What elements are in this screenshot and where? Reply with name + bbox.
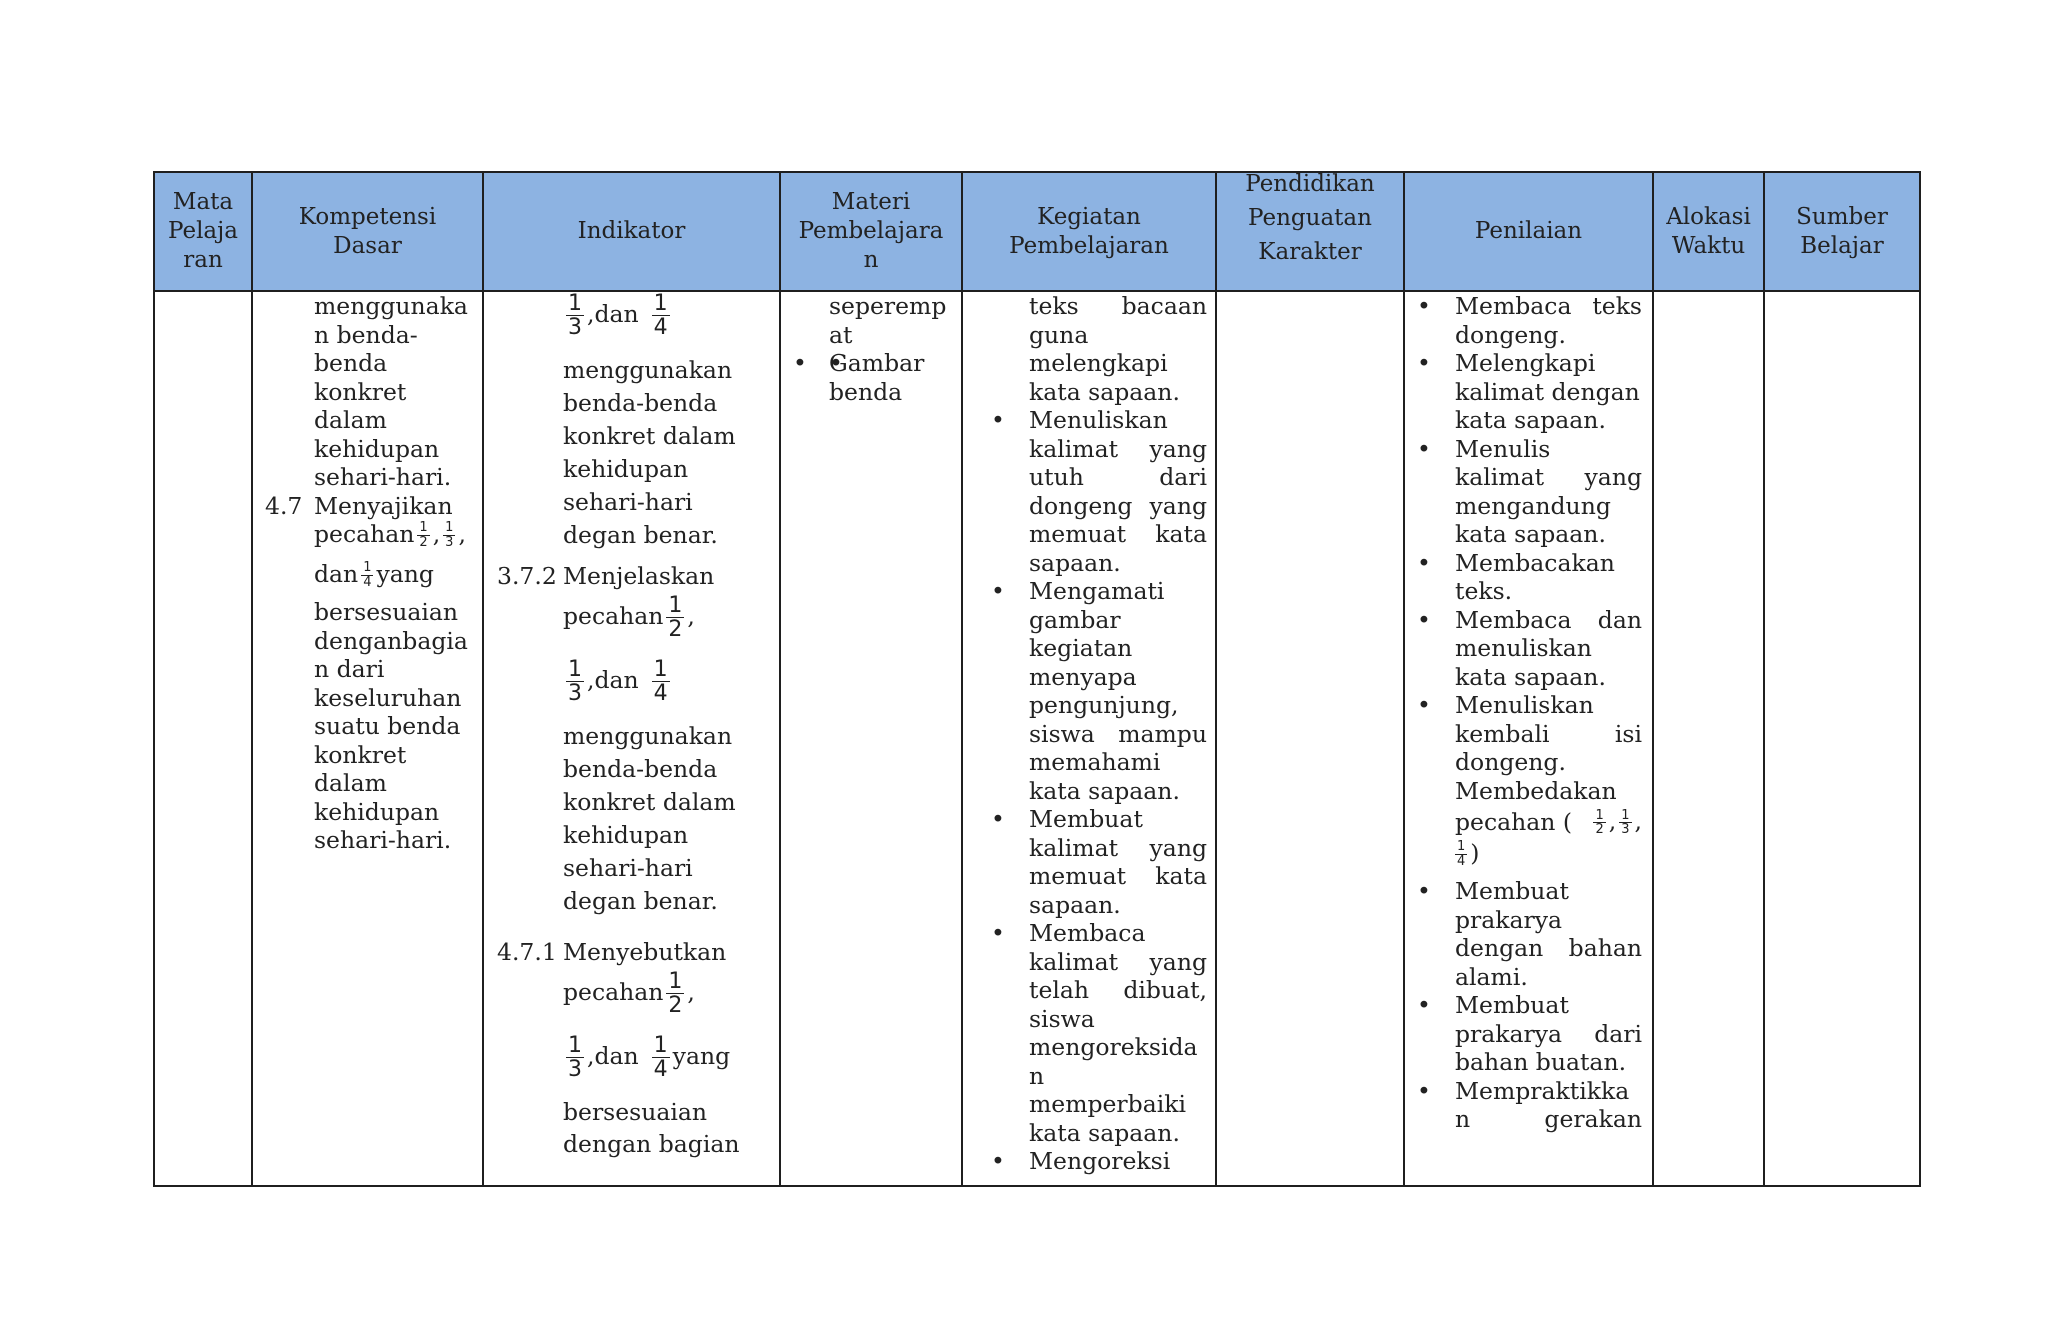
kd-line: konkret — [314, 740, 407, 769]
bullet-icon: • — [1417, 991, 1431, 1019]
word: kata sapaan. — [1029, 776, 1180, 805]
bullet-item — [1417, 991, 1642, 1077]
bullet-item — [991, 1147, 1207, 1176]
kd-comma-2: , — [458, 520, 466, 548]
kd-dan: dan — [314, 560, 359, 588]
text-line — [1029, 606, 1207, 635]
word: sapaan. — [1029, 890, 1121, 919]
text-line — [1455, 577, 1642, 606]
word: gerakan — [1544, 1105, 1642, 1133]
fraction-third: $\frac{1}{3}$ — [445, 520, 454, 550]
indikator-line: menggunakan — [563, 722, 733, 750]
ind-menjelaskan: Menjelaskan — [563, 562, 715, 590]
word: kata sapaan. — [1029, 1118, 1180, 1147]
word: dari — [1594, 1019, 1642, 1048]
header-sumber: Sumber Belajar — [1764, 172, 1920, 291]
text-line — [1029, 1005, 1207, 1034]
header-ppk: Pendidikan Penguatan Karakter — [1216, 172, 1404, 291]
word: mengoreksida — [1029, 1033, 1198, 1061]
kd-line: keseluruhan — [314, 683, 462, 712]
word: Mengamati — [1029, 577, 1165, 605]
word: prakarya — [1455, 905, 1563, 934]
word: siswa — [1029, 719, 1095, 748]
kd-line: dalam — [314, 769, 387, 797]
ind-fraction-row-1 — [497, 292, 779, 354]
word: dibuat, — [1123, 976, 1207, 1004]
header-mata-pelajaran: Mata Pelaja ran — [154, 172, 252, 291]
bullet-icon: • — [1417, 877, 1431, 905]
word: dongeng. — [1455, 748, 1566, 776]
ind-dan: ,dan — [587, 666, 639, 695]
text-line — [1455, 1105, 1642, 1134]
bullet-item — [1417, 1076, 1642, 1134]
bullet-icon: • — [991, 1147, 1005, 1175]
bullet-icon: • — [1417, 349, 1431, 377]
word: Melengkapi — [1455, 349, 1596, 377]
bullet-item — [991, 919, 1207, 1147]
text-line — [1455, 321, 1642, 350]
word: yang — [1149, 947, 1207, 976]
fraction-half: $\frac{1}{2}$ — [419, 520, 428, 550]
text-line — [1029, 378, 1207, 407]
text-line — [1029, 720, 1207, 749]
indikator-line: menggunakan — [563, 356, 733, 384]
fraction-half: $\frac{1}{2}$ — [668, 593, 683, 643]
text-line — [1029, 492, 1207, 521]
ind-number-471: 4.7.1 — [497, 938, 557, 966]
header-materi: Materi Pembelajara n — [780, 172, 962, 291]
ind-block-3 — [497, 1096, 779, 1160]
text-line — [1455, 406, 1642, 435]
indikator-line: dengan bagian — [563, 1130, 740, 1158]
word: memahami — [1029, 748, 1161, 776]
word: bahan — [1568, 934, 1642, 962]
word: Mengoreksi — [1029, 1147, 1171, 1175]
text-line — [1029, 976, 1207, 1005]
cell-kegiatan — [962, 291, 1216, 1186]
word: dan — [1597, 605, 1642, 634]
text-line — [1029, 292, 1207, 321]
indikator-line: sehari-hari — [563, 488, 693, 516]
word: utuh — [1029, 463, 1084, 491]
cell-indikator — [483, 291, 780, 1186]
ind-block-2 — [497, 720, 779, 918]
word: kata sapaan. — [1455, 662, 1606, 691]
bullet-item — [1417, 434, 1642, 549]
indikator-line: degan benar. — [563, 887, 718, 915]
text-line — [1029, 862, 1207, 891]
word: Membaca — [1029, 919, 1146, 947]
word: gambar — [1029, 605, 1121, 634]
text-line — [1029, 1062, 1207, 1091]
word: kalimat dengan — [1455, 377, 1640, 406]
word: kegiatan — [1029, 634, 1133, 662]
kd-line: bersesuaian — [314, 598, 459, 626]
kd-4-7 — [265, 492, 482, 521]
bullet-icon: • — [991, 919, 1005, 947]
word: yang — [1149, 434, 1207, 463]
fraction-third: $\frac{1}{3}$ — [568, 1033, 582, 1083]
kd-line: konkret — [314, 377, 407, 406]
word: alami. — [1455, 962, 1528, 991]
text-line — [1029, 948, 1207, 977]
text-line — [1455, 463, 1642, 492]
ind-fraction-row-4 — [497, 970, 779, 1034]
word: melengkapi — [1029, 349, 1168, 377]
word: menuliskan — [1455, 634, 1592, 662]
ind-3-7-2 — [497, 562, 779, 594]
kd-fraction-line-2 — [265, 560, 482, 598]
cell-alokasi — [1653, 291, 1764, 1186]
word: prakarya — [1455, 1019, 1563, 1048]
text-line — [1029, 1119, 1207, 1148]
word: isi — [1614, 719, 1642, 748]
word: kalimat — [1455, 463, 1545, 491]
kd-line: sehari-hari. — [314, 463, 452, 491]
rpp-table — [153, 171, 1921, 1187]
bullet-item — [991, 805, 1207, 919]
bullet-icon: • — [1417, 605, 1431, 634]
text-line — [1029, 748, 1207, 777]
indikator-line: konkret dalam — [563, 422, 736, 450]
indikator-line: sehari-hari — [563, 854, 693, 882]
text-line — [1455, 292, 1642, 321]
text-line — [1455, 691, 1642, 720]
cell-sumber — [1764, 291, 1920, 1186]
kd-text-bottom — [265, 598, 482, 855]
word: teks. — [1455, 577, 1513, 605]
fraction-quarter: $\frac{1}{4}$ — [653, 657, 668, 707]
penilaian-fraction-quarter-line — [1455, 839, 1642, 877]
bullet-icon: • — [1417, 292, 1431, 320]
word: bacaan — [1121, 292, 1207, 320]
word: Membacakan — [1455, 548, 1615, 577]
word: dongeng — [1029, 491, 1133, 520]
bullet-item — [1417, 292, 1642, 349]
header-alokasi: Alokasi Waktu — [1653, 172, 1764, 291]
kd-menyajikan: Menyajikan — [314, 491, 453, 520]
word: Membuat — [1455, 877, 1569, 905]
kd-line: suatu benda — [314, 712, 461, 740]
kd-line: kehidupan — [314, 797, 440, 826]
text-line — [1029, 691, 1207, 720]
word: Membuat — [1455, 991, 1569, 1019]
kd-pecahan: pecahan — [314, 520, 415, 548]
header-kegiatan: Kegiatan Pembelajaran — [962, 172, 1216, 291]
kd-line: dalam — [314, 406, 387, 434]
word: memuat — [1029, 862, 1127, 890]
word: teks — [1029, 292, 1079, 320]
word: memperbaiki — [1029, 1090, 1186, 1118]
bullet-icon: • — [991, 406, 1005, 434]
ind-fraction-row-5 — [497, 1034, 779, 1096]
bullet-item — [1417, 877, 1642, 991]
bullet-icon: • — [1417, 434, 1431, 463]
word: kata sapaan. — [1455, 406, 1606, 434]
content-row — [154, 291, 1920, 1186]
penilaian-list-2 — [1417, 877, 1642, 1134]
word: n — [1029, 1061, 1045, 1090]
text-line — [1455, 349, 1642, 378]
word: Membuat — [1029, 805, 1143, 833]
text-line — [1455, 1077, 1642, 1106]
text-line — [1029, 549, 1207, 578]
cell-ppk — [1216, 291, 1404, 1186]
kd-line: menggunaka — [314, 292, 468, 320]
text-line — [1029, 805, 1207, 834]
kd-fraction-line-1 — [265, 520, 482, 560]
word: kalimat — [1029, 833, 1119, 862]
bullet-item — [1417, 605, 1642, 692]
text-line — [1029, 634, 1207, 663]
text-line — [1455, 435, 1642, 464]
materi-list — [793, 349, 961, 406]
ind-pecahan: pecahan — [563, 978, 664, 1007]
fraction-third: $\frac{1}{3}$ — [1621, 807, 1630, 838]
cell-mata-pelajaran — [154, 291, 252, 1186]
kd-comma: , — [432, 520, 441, 548]
text-line — [1455, 906, 1642, 935]
fraction-quarter: $\frac{1}{4}$ — [1457, 839, 1466, 869]
kd-yang: yang — [376, 560, 434, 588]
word: sapaan. — [1029, 548, 1121, 577]
text-line — [1029, 463, 1207, 492]
fraction-third: $\frac{1}{3}$ — [568, 291, 582, 341]
word: Membaca — [1455, 605, 1572, 634]
word: kalimat — [1029, 947, 1119, 976]
penilaian-list-1 — [1417, 292, 1642, 777]
kegiatan-content — [963, 292, 1215, 1182]
text-line — [1455, 1020, 1642, 1049]
word: Menuliskan — [1455, 691, 1594, 719]
text-line — [1455, 634, 1642, 663]
text-line — [1455, 963, 1642, 992]
word: kata sapaan. — [1455, 520, 1606, 548]
word: yang — [1584, 463, 1642, 491]
penilaian-pecahan: pecahan ( — [1455, 807, 1573, 836]
indikator-line: bersesuaian — [563, 1098, 708, 1126]
materi-line-1: seperemp — [829, 292, 947, 320]
text-line — [1455, 720, 1642, 749]
text-line — [1029, 321, 1207, 350]
kd-text-top — [265, 292, 482, 492]
cell-penilaian — [1404, 291, 1653, 1186]
word: siswa — [1029, 1004, 1095, 1033]
header-indikator: Indikator — [483, 172, 780, 291]
text-line — [1029, 435, 1207, 464]
text-line — [1455, 991, 1642, 1020]
penilaian-membedakan: Membedakan — [1455, 776, 1617, 805]
word: kata — [1155, 520, 1207, 548]
bullet-icon: • — [991, 805, 1005, 833]
word: bahan buatan. — [1455, 1048, 1627, 1076]
indikator-line: konkret dalam — [563, 788, 736, 816]
bullet-item — [1417, 548, 1642, 606]
text-line — [1029, 777, 1207, 806]
kd-line: benda — [314, 349, 388, 377]
text-line — [1029, 1033, 1207, 1062]
indikator-line: benda-benda — [563, 755, 718, 783]
materi-line-2: at — [829, 320, 853, 349]
indikator-line: kehidupan — [563, 821, 689, 849]
word: Menulis — [1455, 434, 1551, 463]
ind-dan: ,dan — [587, 300, 639, 329]
fraction-quarter: $\frac{1}{4}$ — [653, 291, 668, 341]
text-line — [1455, 748, 1642, 777]
word: n — [1455, 1105, 1471, 1133]
word: dengan — [1455, 934, 1544, 962]
word: mengandung — [1455, 491, 1611, 520]
ind-4-7-1 — [497, 938, 779, 970]
text-line — [1029, 663, 1207, 692]
text-line — [1455, 877, 1642, 906]
pen-comma-2: , — [1634, 807, 1642, 836]
bullet-icon: • — [1417, 1076, 1431, 1105]
ind-block-1 — [497, 354, 779, 552]
materi-item: • • Gambar benda — [829, 349, 961, 406]
text-line — [1455, 520, 1642, 549]
ind-number-372: 3.7.2 — [497, 562, 557, 590]
ind-yang: yang — [672, 1042, 731, 1071]
word: yang — [1149, 833, 1207, 862]
ind-comma: , — [687, 602, 695, 631]
materi-item-line: Gambar — [829, 349, 925, 377]
word: kalimat — [1029, 434, 1119, 463]
text-line — [1455, 934, 1642, 963]
text-line — [1029, 577, 1207, 606]
bullet-item — [991, 406, 1207, 577]
word: guna — [1029, 320, 1089, 349]
header-penilaian: Penilaian — [1404, 172, 1653, 291]
fraction-quarter: $\frac{1}{4}$ — [653, 1033, 668, 1083]
fraction-quarter: $\frac{1}{4}$ — [363, 560, 372, 590]
text-line — [1455, 663, 1642, 692]
header-row — [154, 172, 1920, 291]
word: dongeng. — [1455, 320, 1566, 349]
text-line — [1029, 349, 1207, 378]
word: telah — [1029, 976, 1090, 1004]
pen-comma: , — [1608, 807, 1617, 836]
cell-materi — [780, 291, 962, 1186]
word: Membaca — [1455, 292, 1572, 320]
bullet-item — [1417, 349, 1642, 435]
cell-kompetensi-dasar — [252, 291, 483, 1186]
text-line — [1455, 1048, 1642, 1077]
ind-menyebutkan: Menyebutkan — [563, 938, 727, 966]
fraction-half: $\frac{1}{2}$ — [1595, 807, 1604, 838]
text-line — [1029, 919, 1207, 948]
ind-comma: , — [687, 978, 695, 1007]
ind-dan: ,dan — [587, 1042, 639, 1071]
kd-line: n dari — [314, 655, 385, 683]
text-line — [1455, 492, 1642, 521]
word: mampu — [1118, 719, 1207, 748]
word: dari — [1159, 463, 1207, 491]
indikator-line: benda-benda — [563, 389, 718, 417]
kd-line: kehidupan — [314, 434, 440, 463]
word: memuat — [1029, 520, 1127, 548]
word: Mempraktikka — [1455, 1076, 1630, 1105]
ind-fraction-row-3 — [497, 658, 779, 720]
bullet-item — [1417, 691, 1642, 777]
text-line — [1455, 378, 1642, 407]
text-line — [1029, 406, 1207, 435]
fraction-third: $\frac{1}{3}$ — [568, 657, 582, 707]
indikator-line: kehidupan — [563, 455, 689, 483]
word: teks — [1592, 292, 1642, 320]
word: kata — [1155, 862, 1207, 890]
fraction-half: $\frac{1}{2}$ — [668, 969, 683, 1019]
text-line — [1029, 1147, 1207, 1176]
word: yang — [1149, 491, 1207, 520]
ind-pecahan: pecahan — [563, 602, 664, 631]
indikator-line: degan benar. — [563, 521, 718, 549]
word: pengunjung, — [1029, 691, 1179, 719]
penilaian-fractions — [1455, 805, 1642, 839]
materi-item-line: benda — [829, 377, 903, 406]
word: kata sapaan. — [1029, 377, 1180, 406]
bullet-icon: • — [1417, 691, 1431, 719]
kd-line: sehari-hari. — [314, 826, 452, 854]
penilaian-content — [1405, 292, 1652, 1182]
penilaian-close-paren: ) — [1470, 839, 1480, 867]
header-kompetensi-dasar: Kompetensi Dasar — [252, 172, 483, 291]
bullet-icon: • — [1417, 548, 1431, 577]
kd-line: n benda- — [314, 320, 418, 349]
text-line — [1455, 549, 1642, 578]
bullet-item — [991, 577, 1207, 805]
kd-number: 4.7 — [265, 491, 303, 520]
word: Menuliskan — [1029, 406, 1168, 434]
text-line — [1029, 520, 1207, 549]
word: kembali — [1455, 719, 1550, 748]
ind-fraction-row-2 — [497, 594, 779, 658]
text-line — [1029, 891, 1207, 920]
text-line — [1029, 834, 1207, 863]
text-line — [1455, 606, 1642, 635]
word: menyapa — [1029, 662, 1137, 691]
text-line — [1029, 1090, 1207, 1119]
bullet-icon: • — [991, 577, 1005, 605]
kd-line: denganbagia — [314, 626, 468, 655]
